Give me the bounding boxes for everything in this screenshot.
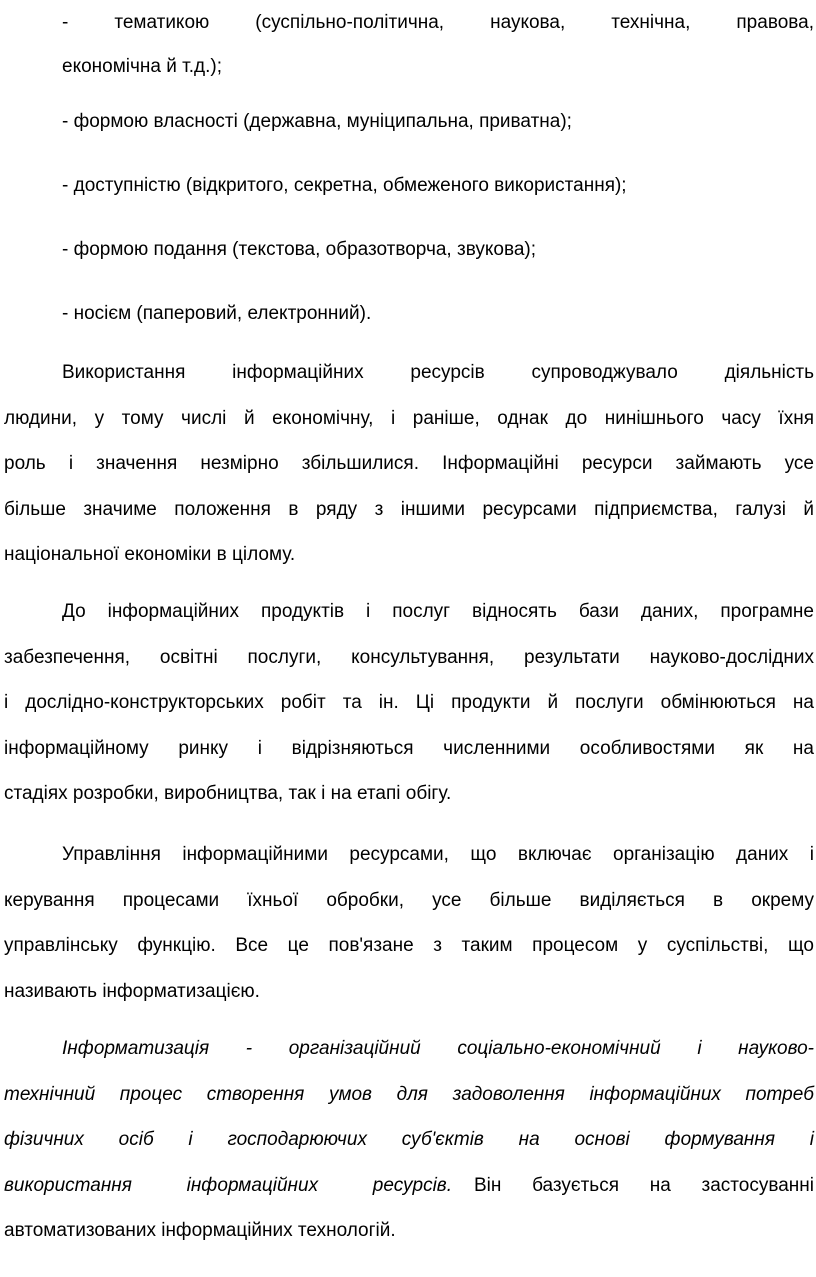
paragraph-line: стадіях розробки, виробництва, так і на етапі обігу. xyxy=(4,783,452,804)
list-item-ownership: - формою власності (державна, муніципальна, приватна); xyxy=(62,111,572,132)
list-item-topic-line2: економічна й т.д.); xyxy=(62,56,222,77)
paragraph-usage xyxy=(4,350,814,578)
definition-word: Він xyxy=(474,1174,502,1196)
definition-line-normal-part xyxy=(474,1163,814,1209)
definition-line: технічний процес створення умов для задоволення інформаційних потреб xyxy=(4,1083,814,1105)
definition-word: інформаційних xyxy=(186,1174,319,1196)
paragraph-line: національної економіки в цілому. xyxy=(4,544,296,565)
definition-word: використання xyxy=(4,1174,132,1196)
paragraph-line: керування процесами їхньої обробки, усе більше виділяється в окрему xyxy=(4,889,814,911)
paragraph-line: називають інформатизацією. xyxy=(4,980,260,1002)
definition-word: ресурсів. xyxy=(372,1174,452,1196)
definition-word: застосуванні xyxy=(701,1174,814,1196)
definition-line: фізичних осіб і господарюючих суб'єктів на основі формування і xyxy=(4,1129,814,1150)
list-item-form: - формою подання (текстова, образотворча, звукова); xyxy=(62,239,537,260)
list-item-topic-line1: - тематикою (суспільно-політична, наукова, технічна, правова, xyxy=(62,12,814,33)
list-item-carrier: - носієм (паперовий, електронний). xyxy=(62,303,372,324)
definition-word: на xyxy=(649,1174,671,1196)
paragraph-informatization xyxy=(4,1026,814,1254)
definition-line: Інформатизація - організаційний соціально-економічний і науково- xyxy=(62,1038,814,1059)
list-item-access: - доступністю (відкритого, секретна, обмеженого використання); xyxy=(62,175,627,196)
paragraph-line: більше значиме положення в ряду з іншими ресурсами підприємства, галузі й xyxy=(4,498,814,520)
paragraph-management xyxy=(4,832,814,1014)
list-item-topic xyxy=(62,0,814,46)
paragraph-line: і дослідно-конструкторських робіт та ін. Ці продукти й послуги обмінюються на xyxy=(4,692,814,713)
paragraph-line: Управління інформаційними ресурсами, що включає організацію даних і xyxy=(62,844,814,865)
definition-word: базується xyxy=(532,1174,619,1196)
definition-line: автоматизованих інформаційних технологій. xyxy=(4,1220,396,1241)
paragraph-products xyxy=(4,589,814,817)
paragraph-line: людини, у тому числі й економічну, і раніше, однак до нинішнього часу їхня xyxy=(4,407,814,429)
paragraph-line: забезпечення, освітні послуги, консультування, результати науково-дослідних xyxy=(4,646,814,668)
paragraph-line: До інформаційних продуктів і послуг відносять бази даних, програмне xyxy=(62,601,814,622)
definition-line-italic-part xyxy=(4,1163,452,1209)
paragraph-line: Використання інформаційних ресурсів супроводжувало діяльність xyxy=(62,362,814,383)
paragraph-line: роль і значення незмірно збільшилися. Інформаційні ресурси займають усе xyxy=(4,453,814,474)
definition-mixed-line xyxy=(4,1163,814,1209)
paragraph-line: управлінську функцію. Все це пов'язане з таким процесом у суспільстві, що xyxy=(4,935,814,956)
paragraph-line: інформаційному ринку і відрізняються численними особливостями як на xyxy=(4,737,814,759)
